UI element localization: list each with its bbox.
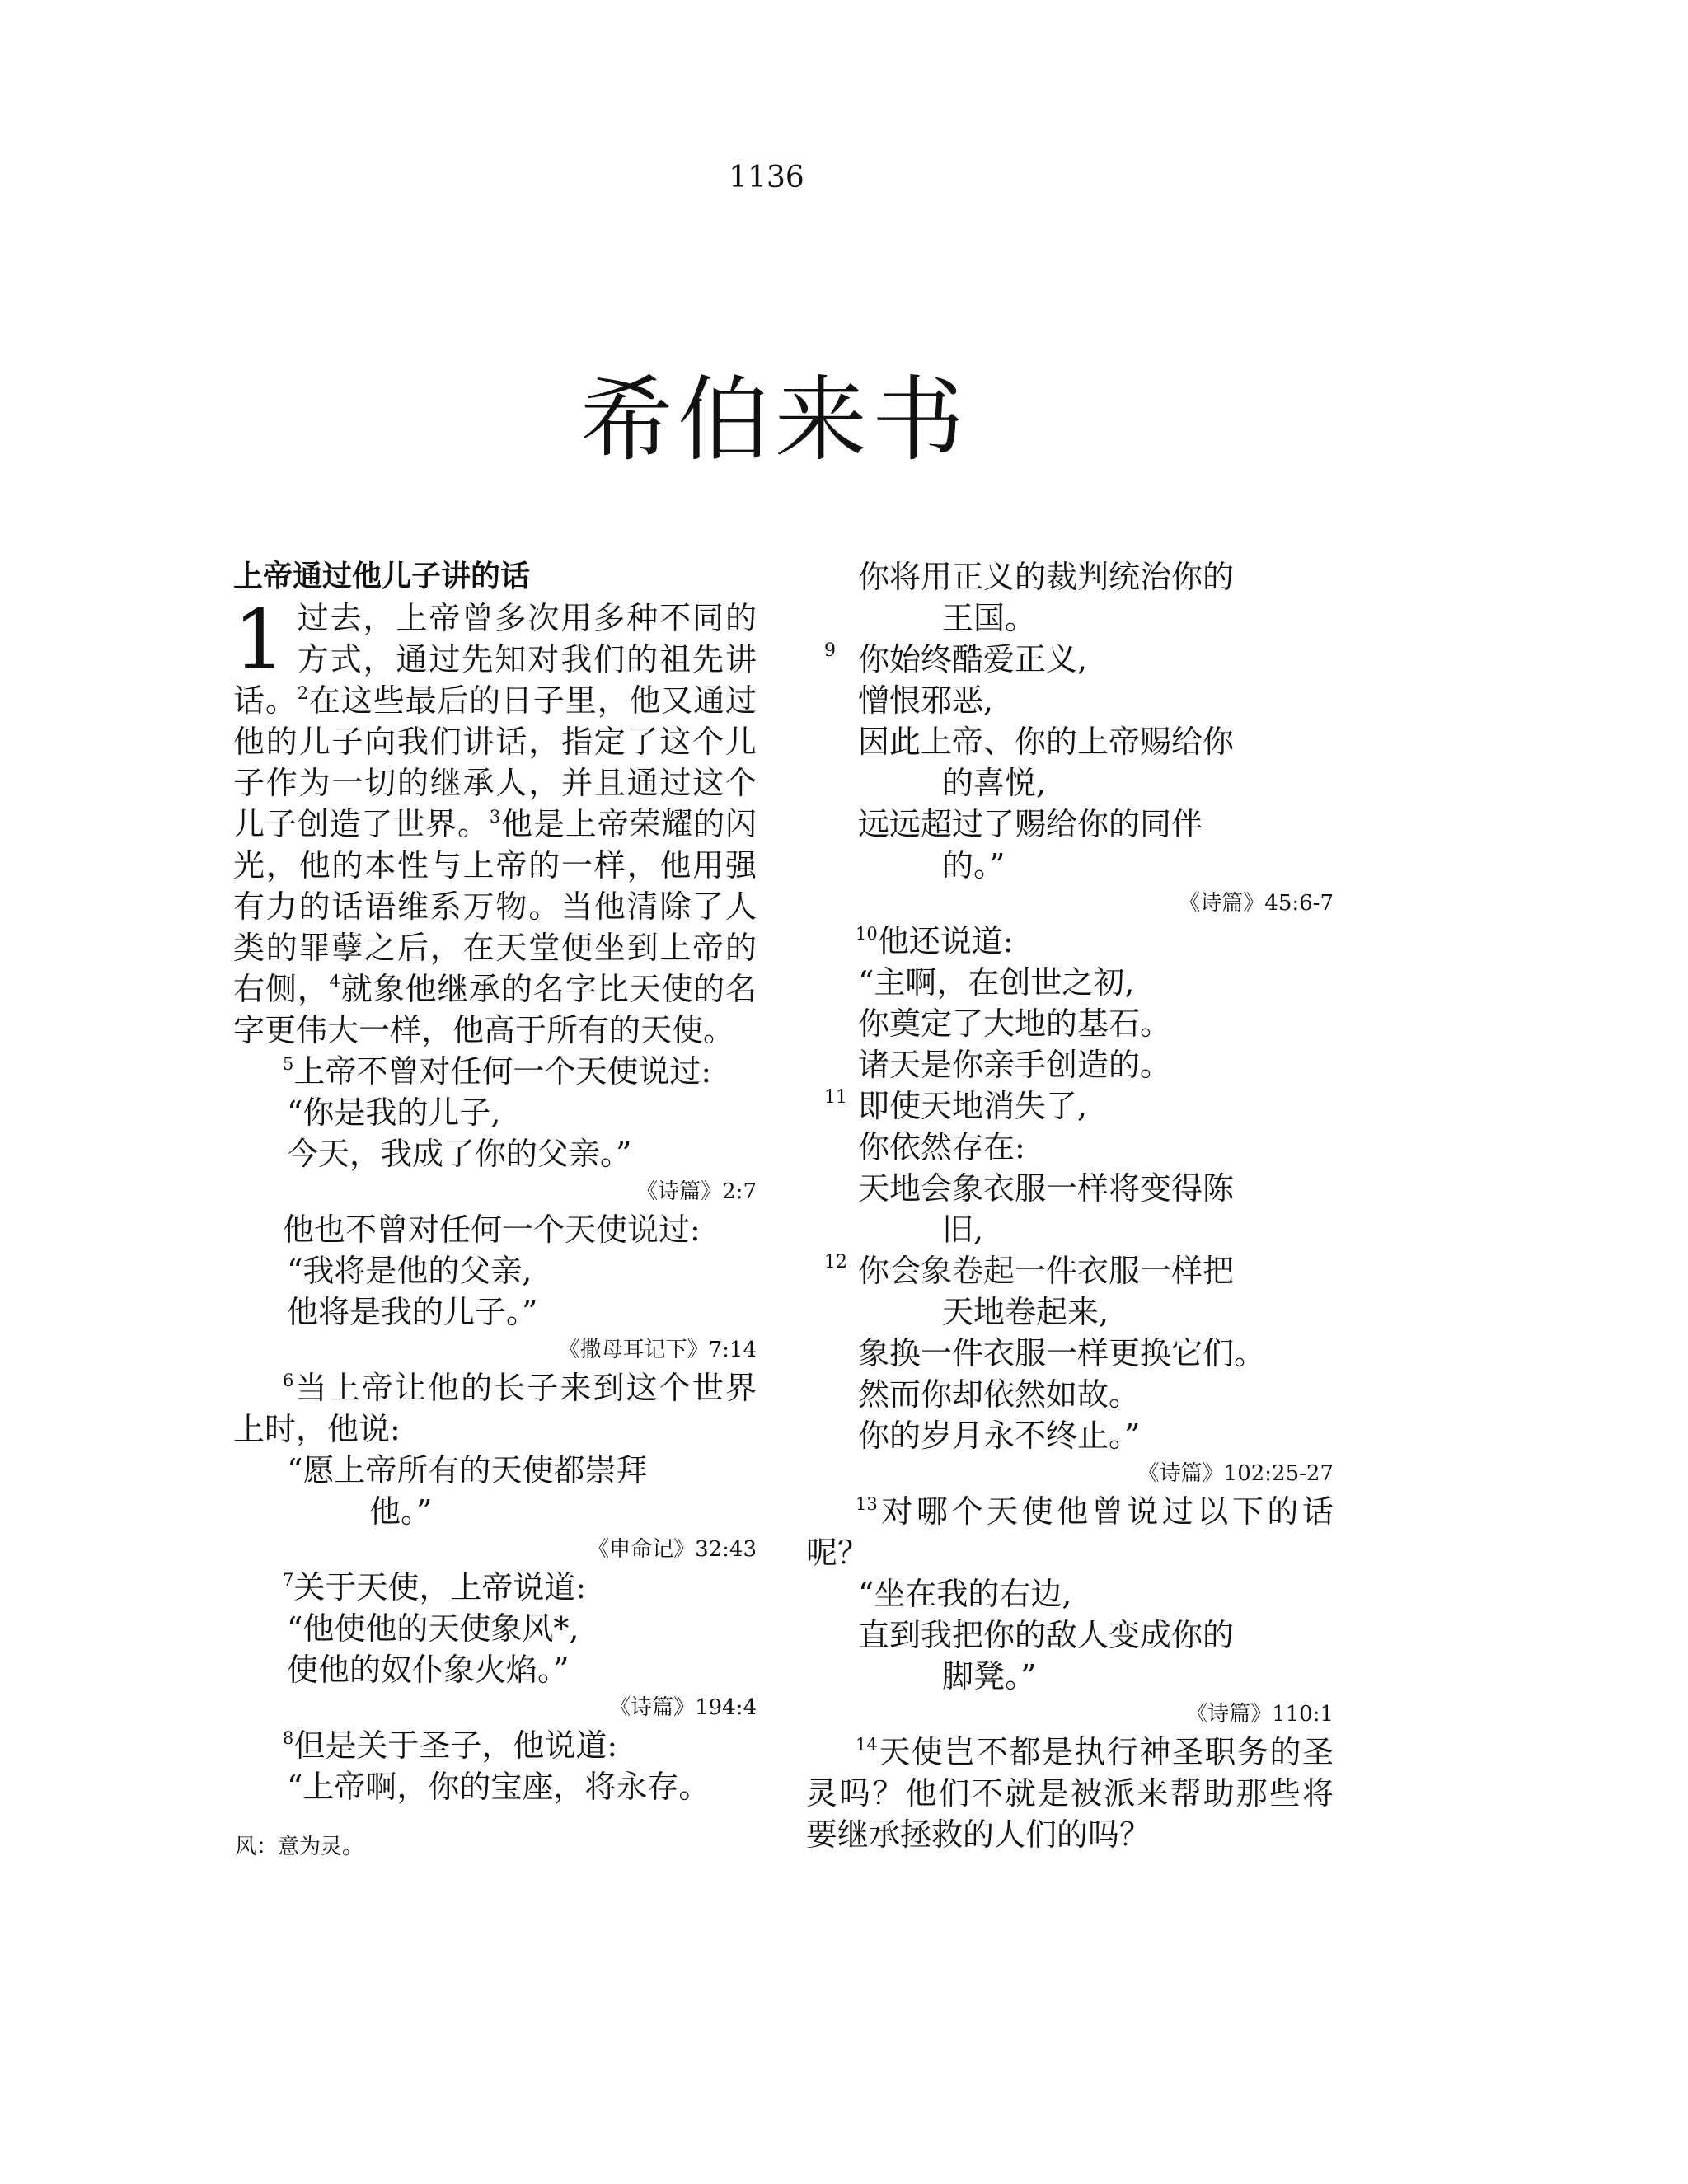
verse-text: 上帝不曾对任何一个天使说过:	[293, 1053, 712, 1090]
poem-line	[806, 639, 1334, 680]
scripture-reference: 《撒母耳记下》7:14	[558, 1338, 757, 1362]
verse-text: 他还说道:	[877, 923, 1014, 959]
verse-number: 10	[856, 924, 878, 944]
poem-line: “他使他的天使象风*,	[287, 1610, 579, 1647]
verse-text: 在这些最后的日子里，他又通过他的儿子向我们讲话，指定了这个儿子作为一切的继承人，并且通过这个儿子创造了世界。	[233, 682, 757, 842]
verse-text: 过去，上帝曾多次用多种不同的方式，通过先知对我们的祖先讲话。	[233, 600, 757, 719]
verse-paragraph	[233, 1367, 757, 1450]
verse-text: 即使天地消失了,	[858, 1088, 1088, 1124]
poem-line: 他。”	[369, 1493, 433, 1530]
verse-paragraph	[806, 1491, 1334, 1573]
verse-text: 你始终酷爱正义,	[858, 641, 1088, 677]
poem-line: 你依然存在:	[858, 1129, 1025, 1165]
section-heading: 上帝通过他儿子讲的话	[233, 560, 531, 593]
poem-line: 脚凳。”	[942, 1658, 1037, 1694]
verse-number: 9	[824, 640, 836, 661]
verse-number: 12	[824, 1252, 847, 1272]
verse-text: 但是关于圣子，他说道:	[293, 1727, 618, 1764]
poem-line: 象换一件衣服一样更换它们。	[858, 1335, 1266, 1371]
poem-line: 今天，我成了你的父亲。”	[287, 1136, 632, 1172]
verse-text: 你会象卷起一件衣服一样把	[858, 1253, 1235, 1289]
verse-number: 11	[824, 1087, 847, 1108]
poem-line: 直到我把你的敌人变成你的	[858, 1617, 1235, 1653]
poem-line: 的。”	[942, 847, 1006, 883]
poem-line	[806, 1085, 1334, 1127]
verse-paragraph	[233, 1567, 757, 1608]
page-number: 1136	[729, 161, 804, 194]
verse-number: 4	[329, 972, 340, 991]
poem-line: “主啊，在创世之初,	[858, 964, 1135, 1001]
poem-line: 憎恨邪恶,	[858, 682, 994, 719]
book-title: 希伯来书	[580, 367, 969, 474]
poem-line: 你奠定了大地的基石。	[858, 1005, 1172, 1042]
poem-line: 诸天是你亲手创造的。	[858, 1047, 1172, 1083]
verse-paragraph	[806, 1732, 1334, 1855]
poem-line: 因此上帝、你的上帝赐给你	[858, 724, 1235, 760]
poem-line: 他将是我的儿子。”	[287, 1294, 538, 1330]
poem-line	[806, 1250, 1334, 1291]
verse-text: 天使岂不都是执行神圣职务的圣灵吗？他们不就是被派来帮助那些将要继承拯救的人们的吗？	[806, 1734, 1334, 1853]
verse-text: 就象他继承的名字比天使的名字更伟大一样，他高于所有的天使。	[233, 971, 757, 1048]
poem-line: “上帝啊，你的宝座，将永存。	[287, 1769, 710, 1805]
verse-text: 对哪个天使他曾说过以下的话呢？	[806, 1493, 1334, 1571]
verse-text: 他是上帝荣耀的闪光，他的本性与上帝的一样，他用强有力的话语维系万物。当他清除了人类的罪孽之后，在天堂便坐到上帝的右侧，	[233, 806, 757, 1007]
verse-text: 当上帝让他的长子来到这个世界上时，他说:	[233, 1370, 757, 1447]
right-column	[806, 556, 1334, 1855]
poem-line: “我将是他的父亲,	[287, 1253, 532, 1289]
poem-line: 远远超过了赐给你的同伴	[858, 806, 1203, 842]
verse-number: 13	[856, 1494, 878, 1514]
poem-line: 使他的奴仆象火焰。”	[287, 1652, 570, 1688]
verse-paragraph	[233, 1051, 757, 1092]
verse-paragraph	[233, 1725, 757, 1766]
verse-number: 2	[297, 683, 309, 703]
scripture-reference: 《申命记》32:43	[588, 1537, 757, 1562]
verse-number: 8	[283, 1728, 294, 1748]
poem-line: 天地卷起来,	[942, 1294, 1109, 1330]
verse-number: 14	[856, 1735, 878, 1755]
scripture-reference: 《诗篇》110:1	[1186, 1702, 1334, 1727]
chapter-number: 1	[233, 592, 286, 688]
verse-text: 关于天使，上帝说道:	[293, 1569, 587, 1605]
poem-line: “愿上帝所有的天使都崇拜	[287, 1452, 648, 1488]
scripture-reference: 《诗篇》102:25-27	[1137, 1461, 1334, 1486]
scripture-reference: 《诗篇》2:7	[636, 1179, 757, 1204]
chapter-paragraph	[233, 592, 757, 1051]
poem-line: 你将用正义的裁判统治你的	[858, 559, 1235, 595]
poem-line: 天地会象衣服一样将变得陈	[858, 1170, 1235, 1207]
scripture-reference: 《诗篇》194:4	[609, 1695, 757, 1720]
poem-line: 的喜悦,	[942, 765, 1047, 801]
verse-number: 7	[283, 1570, 294, 1590]
poem-line: 然而你却依然如故。	[858, 1376, 1141, 1413]
scripture-reference: 《诗篇》45:6-7	[1179, 891, 1334, 916]
poem-line: 王国。	[942, 600, 1037, 636]
verse-paragraph	[806, 921, 1334, 962]
poem-line: “坐在我的右边,	[858, 1576, 1072, 1612]
verse-number: 5	[283, 1054, 294, 1074]
verse-number: 6	[283, 1371, 294, 1390]
footnote: 风：意为灵。	[235, 1835, 364, 1859]
poem-line: 你的岁月永不终止。”	[858, 1418, 1141, 1454]
left-column	[233, 556, 757, 1807]
verse-paragraph: 他也不曾对任何一个天使说过:	[283, 1212, 701, 1248]
poem-line: “你是我的儿子,	[287, 1094, 501, 1131]
verse-number: 3	[489, 807, 501, 827]
poem-line: 旧,	[942, 1212, 984, 1248]
